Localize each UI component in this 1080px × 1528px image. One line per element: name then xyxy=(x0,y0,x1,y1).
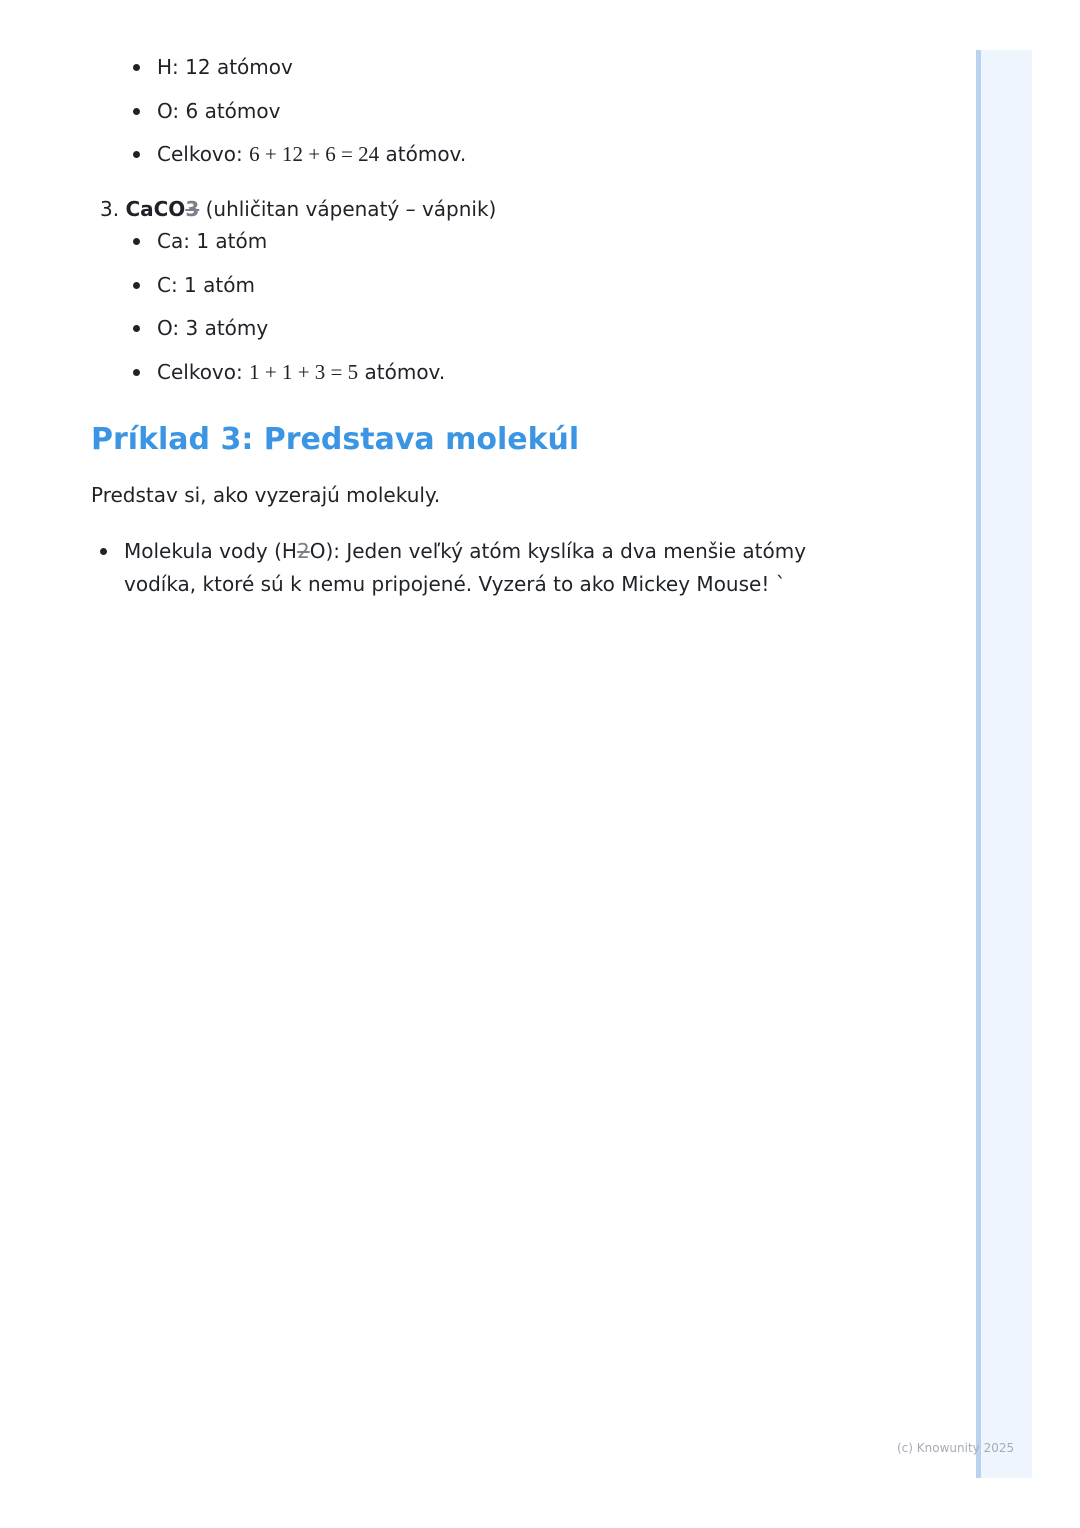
side-panel-rule xyxy=(976,50,981,1478)
list-item-oxygen: O: 3 atómy xyxy=(157,316,269,340)
list-item-total xyxy=(157,141,466,167)
bullet-dot xyxy=(133,151,140,158)
list-item-calcium: Ca: 1 atóm xyxy=(157,229,268,253)
footer-copyright: (c) Knowunity 2025 xyxy=(897,1441,1015,1455)
compound-formula: CaCO xyxy=(125,197,186,221)
total-equation: 1 + 1 + 3 = 5 xyxy=(249,360,359,384)
compound-description: (uhličitan vápenatý – vápnik) xyxy=(199,197,497,221)
bullet-dot xyxy=(133,108,140,115)
side-panel xyxy=(976,50,1032,1478)
list-item-hydrogen: H: 12 atómov xyxy=(157,55,293,79)
bullet-dot xyxy=(133,64,140,71)
molecule-bullet-line-1: Molekula vody (H2O): Jeden veľký atóm kyslíka a dva menšie atómy xyxy=(124,539,807,563)
item-number: 3. xyxy=(100,197,120,221)
list-item-oxygen: O: 6 atómov xyxy=(157,99,281,123)
bullet-dot xyxy=(133,282,140,289)
total-suffix: atómov. xyxy=(358,360,446,384)
total-suffix: atómov. xyxy=(379,142,467,166)
section-heading: Príklad 3: Predstava molekúl xyxy=(91,422,580,457)
list-item-total xyxy=(157,359,445,385)
bullet-dot xyxy=(133,238,140,245)
total-prefix: Celkovo: xyxy=(157,142,250,166)
bullet-dot xyxy=(100,548,107,555)
bullet-dot xyxy=(133,325,140,332)
total-equation: 6 + 12 + 6 = 24 xyxy=(249,142,380,166)
total-prefix: Celkovo: xyxy=(157,360,250,384)
list-item-carbon: C: 1 atóm xyxy=(157,273,255,297)
section-intro: Predstav si, ako vyzerajú molekuly. xyxy=(91,483,441,507)
bullet-dot xyxy=(133,369,140,376)
water-subscript: 2 xyxy=(296,539,310,563)
numbered-item-compound xyxy=(100,196,496,222)
compound-formula-subscript: 3 xyxy=(185,197,200,221)
molecule-bullet-line-2: vodíka, ktoré sú k nemu pripojené. Vyzerá to ako Mickey Mouse! ` xyxy=(124,572,786,596)
